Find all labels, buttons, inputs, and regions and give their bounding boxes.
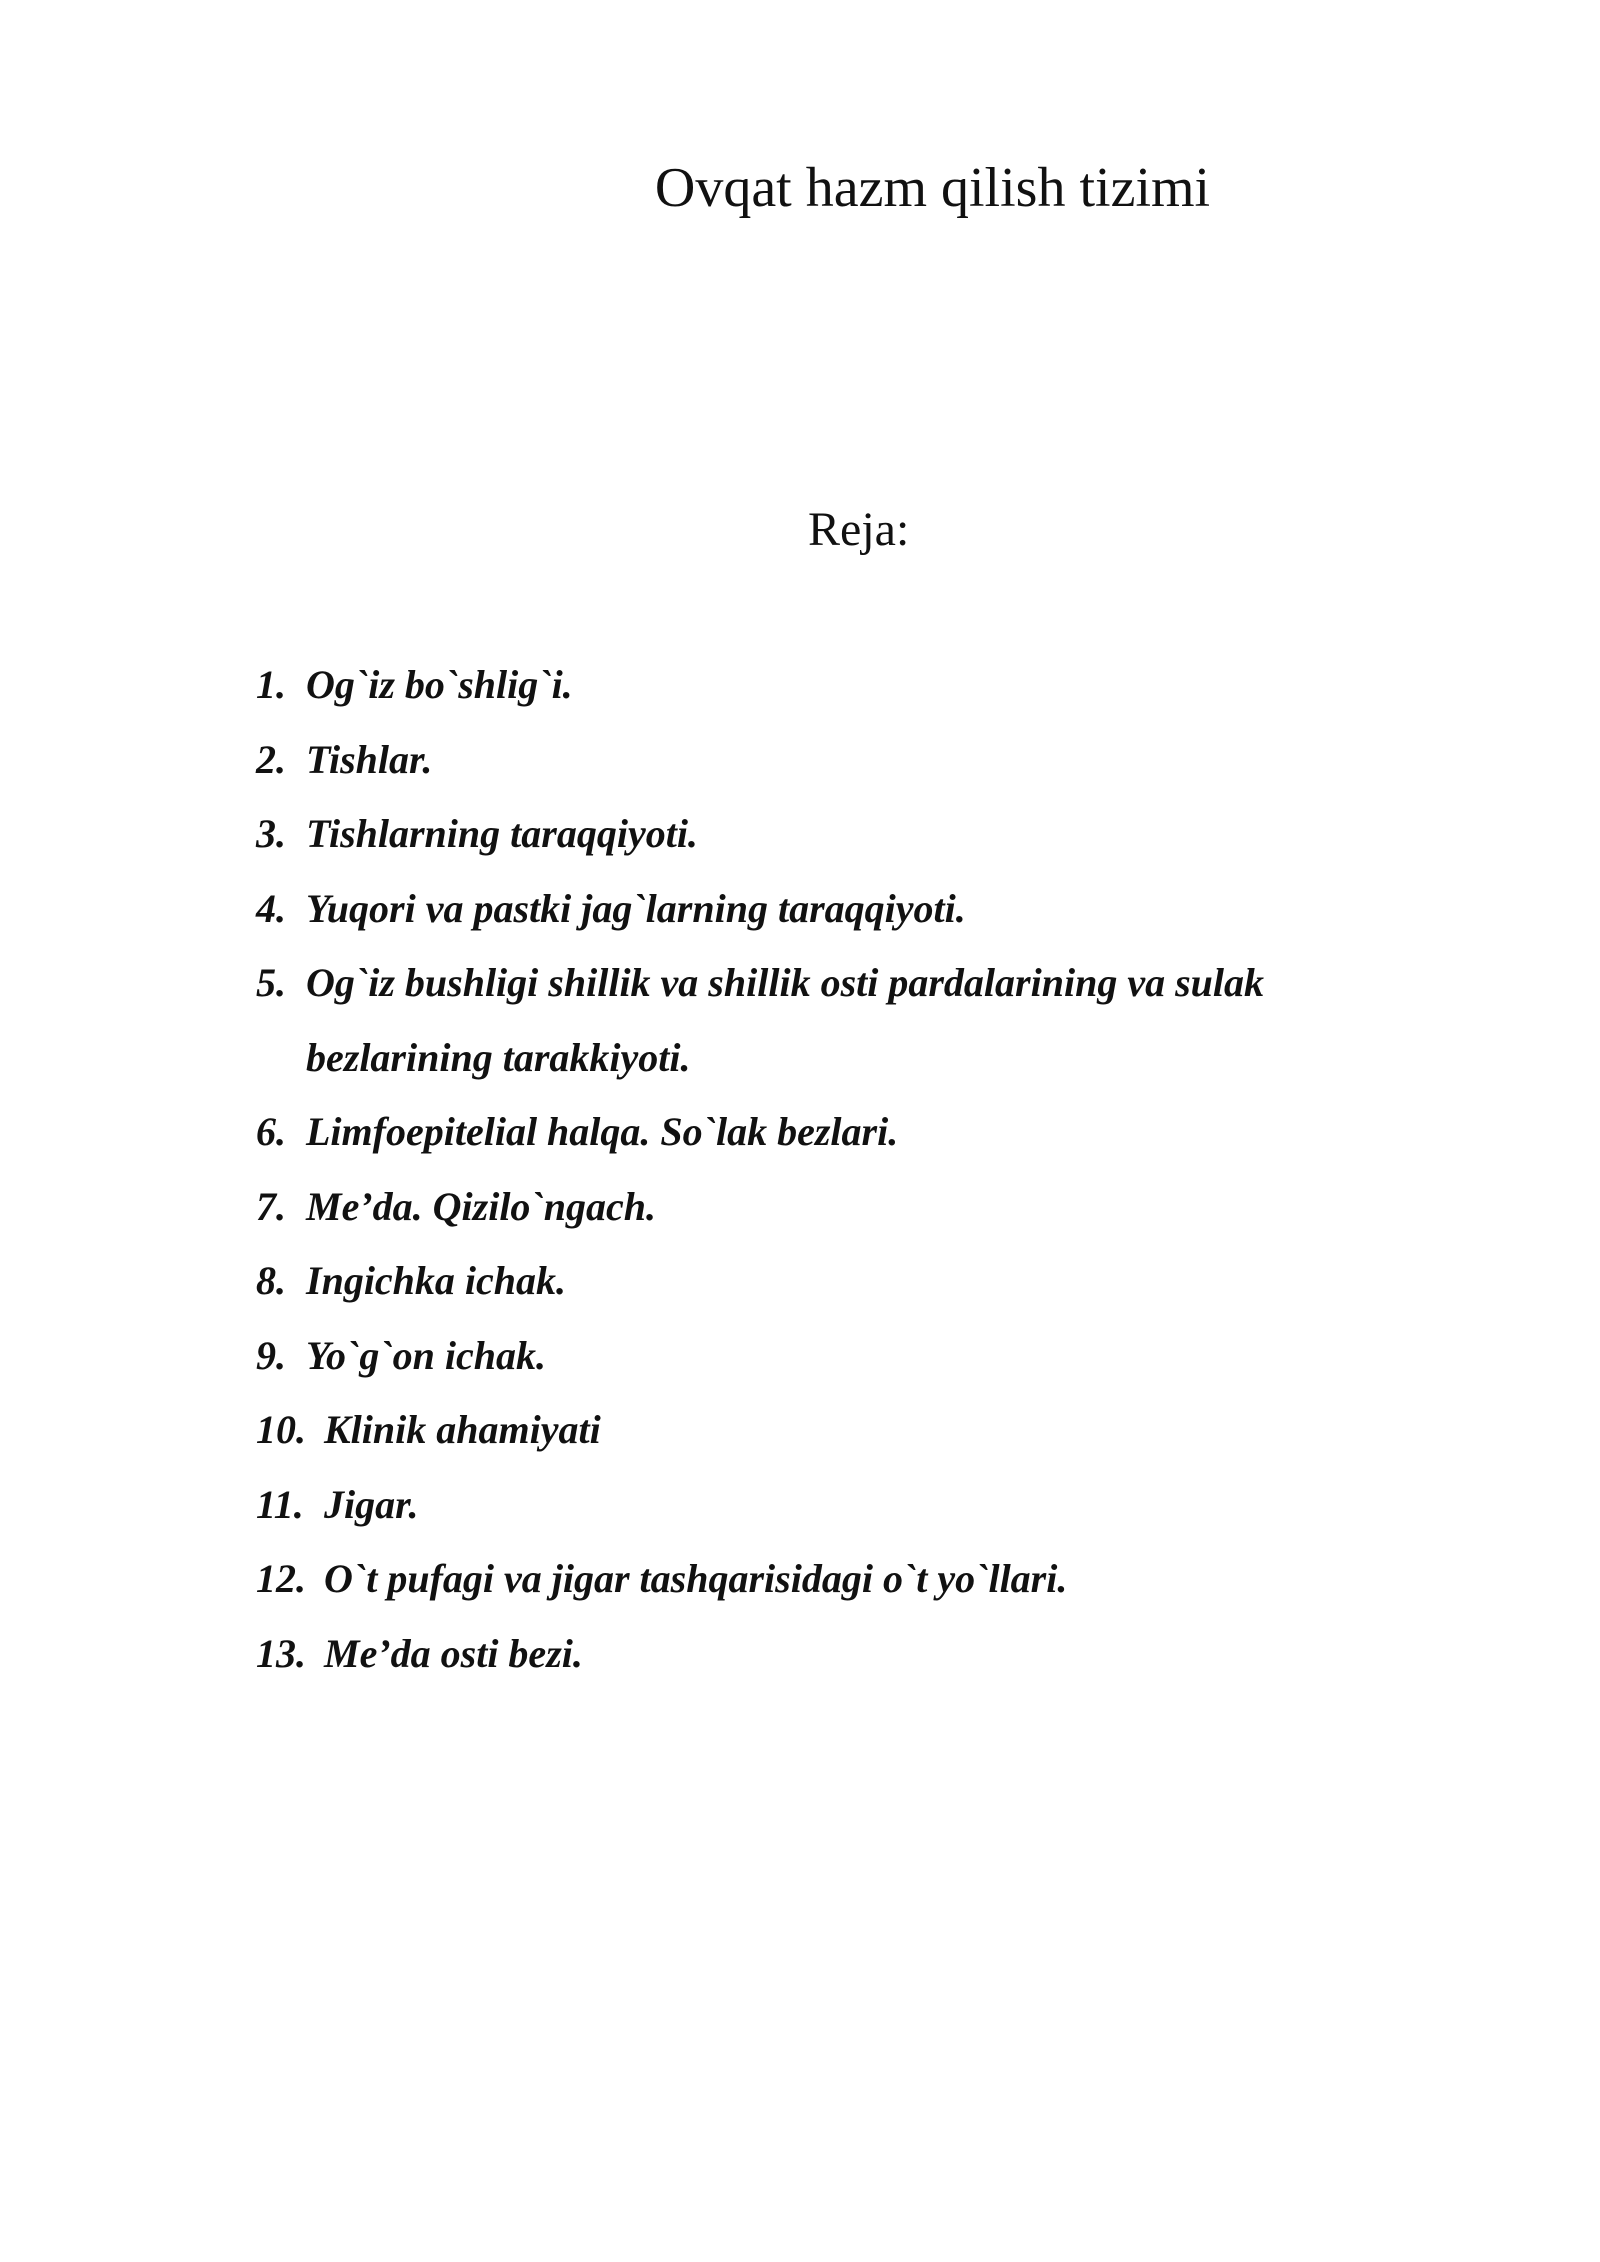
plan-item-number: 12. xyxy=(256,1556,306,1601)
plan-item-text: Me’da osti bezi. xyxy=(324,1630,583,1676)
plan-item-text: Tishlar. xyxy=(306,736,433,782)
plan-item xyxy=(256,723,1406,798)
plan-item-text: Klinik ahamiyati xyxy=(324,1407,601,1452)
plan-list xyxy=(256,648,1406,1691)
plan-item-text: Limfoepitelial halqa. So`lak bezlari. xyxy=(306,1109,899,1154)
plan-item xyxy=(256,872,1406,947)
document-title: Ovqat hazm qilish tizimi xyxy=(654,157,1211,219)
plan-item-number: 9. xyxy=(256,1332,286,1378)
plan-item-text: Tishlarning taraqqiyoti. xyxy=(306,811,698,856)
plan-item xyxy=(256,1095,1406,1170)
plan-item xyxy=(256,1170,1406,1245)
plan-item-number: 4. xyxy=(256,885,286,931)
plan-item-text: Jigar. xyxy=(324,1481,419,1527)
plan-item-text: Me’da. Qizilo`ngach. xyxy=(306,1183,656,1229)
plan-item-text: Yuqori va pastki jag`larning taraqqiyoti. xyxy=(306,885,966,931)
plan-item xyxy=(256,946,1406,1095)
plan-item xyxy=(256,1542,1406,1617)
plan-item-number: 11. xyxy=(256,1481,304,1527)
plan-item-text: Yo`g`on ichak. xyxy=(306,1332,546,1378)
plan-item-number: 13. xyxy=(256,1630,306,1676)
plan-item xyxy=(256,1393,1406,1468)
plan-item-number: 6. xyxy=(256,1109,286,1154)
plan-item-number: 10. xyxy=(256,1407,306,1452)
plan-item-text: Ingichka ichak. xyxy=(306,1258,567,1303)
plan-item-number: 1. xyxy=(256,662,286,707)
plan-item-number: 3. xyxy=(256,811,286,856)
plan-item-number: 7. xyxy=(256,1183,286,1229)
plan-item xyxy=(256,1244,1406,1319)
plan-item-text: O`t pufagi va jigar tashqarisidagi o`t yo`llari. xyxy=(324,1556,1068,1601)
plan-item-number: 5. xyxy=(256,960,286,1005)
plan-item-text: Og`iz bo`shlig`i. xyxy=(306,662,573,707)
plan-item xyxy=(256,797,1406,872)
plan-item-number: 2. xyxy=(256,736,286,782)
plan-heading: Reja: xyxy=(808,503,910,556)
plan-item xyxy=(256,1468,1406,1543)
plan-item xyxy=(256,1319,1406,1394)
plan-item xyxy=(256,1617,1406,1692)
plan-item xyxy=(256,648,1406,723)
plan-item-text: Og`iz bushligi shillik va shillik osti pardalarining va sulak bezlarining tarakkiyoti. xyxy=(306,960,1265,1080)
plan-item-number: 8. xyxy=(256,1258,286,1303)
